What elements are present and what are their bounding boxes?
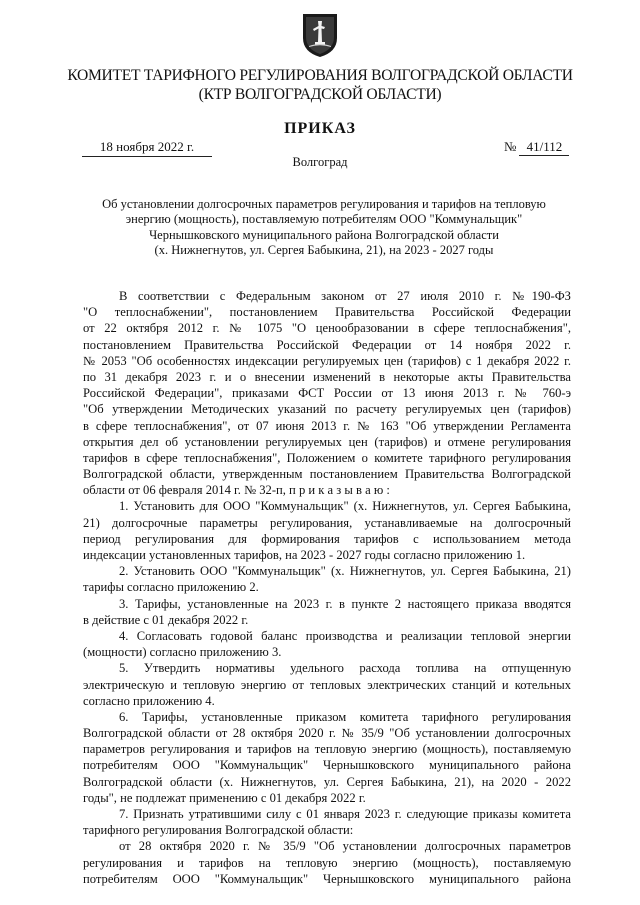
body-text-line: В соответствии с Федеральным законом от 27 июля 2010 г. №190-ФЗ [119,289,571,303]
order-date: 18 ноября 2022 г. [82,139,212,157]
coat-of-arms-icon [301,12,339,58]
body-text-line: тарифов в сфере теплоснабжения", Положением о комитете тарифного регулирования [83,450,571,465]
body-text-line: потребителям ООО "Коммунальщик" Чернышковского муниципального района [83,871,571,886]
body-text-line: 21) долгосрочные параметры регулирования, устанавливаемые на долгосрочный [83,515,571,530]
body-text-line: Волгоградской области, утвержденным постановлением Правительства Волгоградской [83,467,571,482]
city: Волгоград [292,155,348,169]
body-text-line: № 2053 "Об особенностях индексации регулируемых цен (тарифов) с 1 декабря 2022 г. [83,353,571,368]
body-text-line: индексации установленных тарифов, на 2023 - 2027 годы согласно приложению 1. [83,548,526,562]
number-value: 41/112 [519,139,569,156]
org-name-line2: (КТР ВОЛГОГРАДСКОЙ ОБЛАСТИ) [198,86,442,103]
subject-line: (х. Нижнегнутов, ул. Сергея Бабыкина, 21), на 2023 - 2027 годы [154,243,494,258]
body-text-line: 1. Установить для ООО "Коммунальщик" (х. Нижнегнутов, ул. Сергея Бабыкина, [119,499,571,514]
subject-line: Об установлении долгосрочных параметров регулирования и тарифов на тепловую [102,197,546,211]
body-text-line: Российской Федерации", приказами ФСТ России от 13 июня 2013 г. № 760-э [83,386,571,401]
body-text-line: в сфере теплоснабжения", от 07 июня 2013 г. № 163 "Об утверждении Регламента [83,418,571,433]
body-text-line: тарифного регулирования Волгоградской области: [83,823,354,838]
body-text-line: "О теплоснабжении", постановлением Правительства Российской Федерации [83,305,571,320]
body-text-line: 2. Установить ООО "Коммунальщик" (х. Нижнегнутов, ул. Сергея Бабыкина, 21) [119,564,571,579]
body-text-line: тарифы согласно приложению 2. [83,580,259,595]
body-text-line: годы", не подлежат применению с 01 декабря 2022 г. [83,790,366,805]
body-text-line: от 28 октября 2020 г. № 35/9 "Об установлении долгосрочных параметров [119,839,571,854]
body-text-line: по 31 декабря 2023 г. и о внесении изменений в некоторые акты Правительства [83,369,571,384]
body-text-line: постановлением Правительства Российской Федерации от 14 ноября 2022 г. [83,337,571,352]
document-type: ПРИКАЗ [284,120,356,137]
body-text-line: в действие с 01 декабря 2022 г. [83,612,249,627]
body-text-line: 5. Утвердить нормативы удельного расхода топлива на отпущенную [119,661,571,676]
body-text-line: "Об утверждении Методических указаний по расчету регулируемых цен (тарифов) [83,402,571,417]
subject-line: Чернышковского муниципального района Волгоградской области [149,227,499,242]
body-text-line: период регулирования для формирования тарифов с использованием метода [83,531,571,546]
body-text-line: 4. Согласовать годовой баланс производства и реализации тепловой энергии [119,628,571,643]
body-text-line: 7. Признать утратившими силу с 01 января 2023 г. следующие приказы комитета [119,807,571,821]
body-text-line: области от 06 февраля 2014 г. № 32-п, п р и к а з ы в а ю : [83,483,390,498]
order-number [504,139,569,156]
body-text-line: Волгоградской области от 28 октября 2020 г. № 35/9 "Об установлении долгосрочных [83,726,571,741]
body-text-line: 3. Тарифы, установленные на 2023 г. в пункте 2 настоящего приказа вводятся [119,596,571,611]
body-text-line: согласно приложению 4. [83,693,215,708]
subject-line: энергию (мощность), поставляемую потребителям ООО "Коммунальщик" [125,212,523,227]
body-text-line: (мощности) согласно приложению 3. [83,645,282,660]
body-text-line: потребителям ООО "Коммунальщик" Чернышковского муниципального района [83,758,571,773]
body-text-line: Волгоградской области (х. Нижнегнутов, ул. Сергея Бабыкина, 21), на 2020 - 2022 [83,774,571,789]
body-text-line: электрическую и тепловую энергию от тепловых электрических станций и котельных [83,677,571,692]
body-text-line: открытия дел об установлении регулируемых цен (тарифов) и отмене регулирования [83,434,571,449]
body-text-line: от 22 октября 2012 г. № 1075 "О ценообразовании в сфере теплоснабжения", [83,321,571,336]
number-label: № [504,139,517,154]
org-name-line1: КОМИТЕТ ТАРИФНОГО РЕГУЛИРОВАНИЯ ВОЛГОГРАДСКОЙ ОБЛАСТИ [67,67,573,84]
body-text-line: параметров регулирования и тарифов на тепловую энергию (мощность), поставляемую [83,742,571,757]
order-subject [84,197,564,259]
body-text-line: регулирования и тарифов на тепловую энергию (мощность), поставляемую [83,855,571,870]
order-body [83,288,571,887]
body-text-line: 6. Тарифы, установленные приказом комитета тарифного регулирования [119,709,571,724]
organization-name [0,66,640,104]
